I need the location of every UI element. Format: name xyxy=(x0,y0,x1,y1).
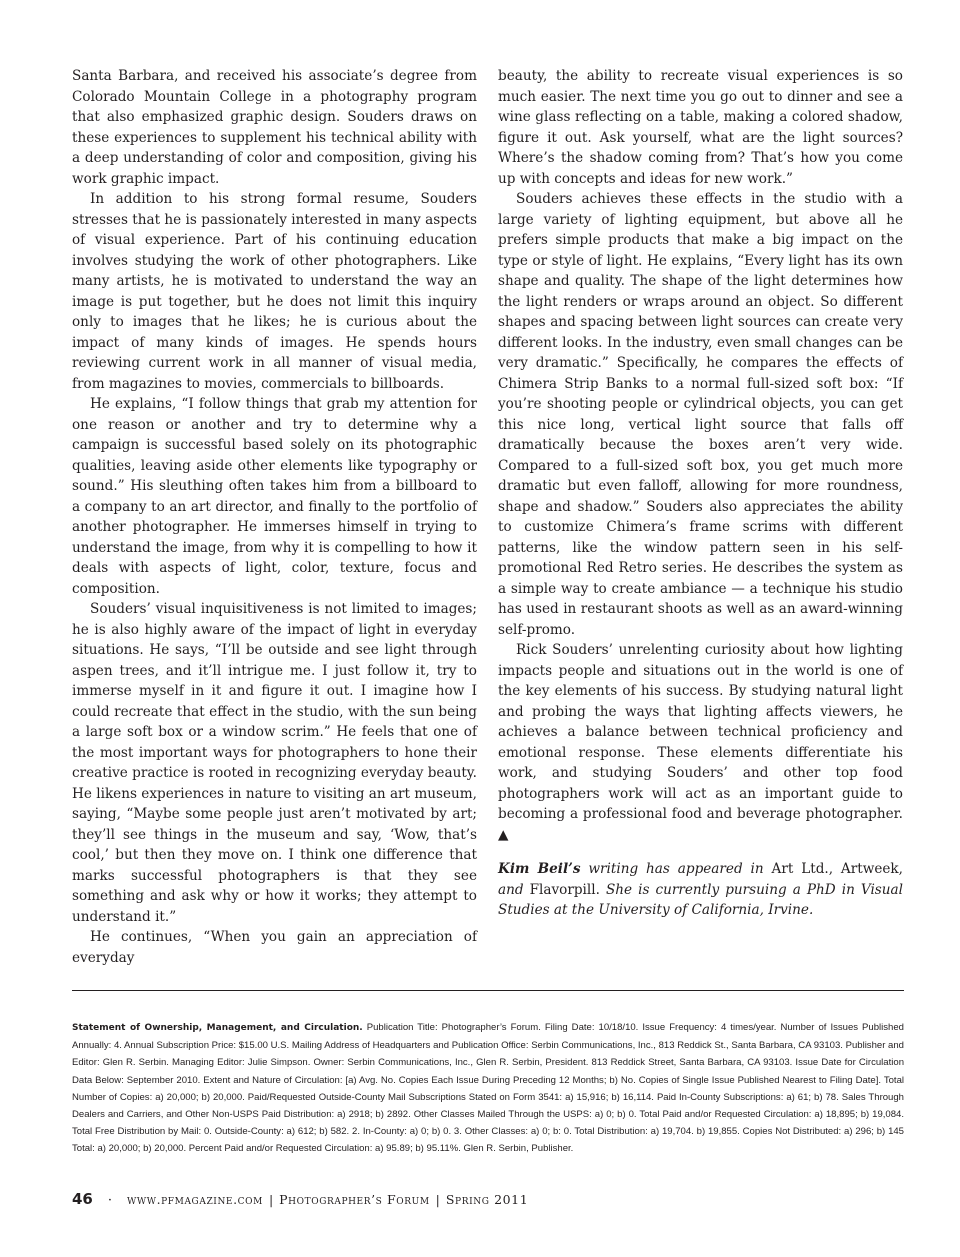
footer-website: www.pfmagazine.com xyxy=(127,1192,263,1207)
divider-rule xyxy=(72,990,904,991)
statement-heading: Statement of Ownership, Management, and Circulation. xyxy=(72,1023,363,1033)
article-left-column xyxy=(72,66,477,968)
paragraph: He continues, “When you gain an appreciation of everyday xyxy=(72,929,477,966)
footer-issue: Spring 2011 xyxy=(445,1192,529,1207)
article-right-column xyxy=(498,66,903,921)
ownership-statement xyxy=(72,1019,904,1158)
page-number: 46 xyxy=(72,1190,93,1208)
paragraph: He explains, “I follow things that grab my attention for one reason or another and try to determine why a campaign is successful based solely on its photographic qualities, leaving aside other elements like typography or sound.” His sleuthing often takes him from a billboard to a company to an art director, and finally to the portfolio of another photographer. He immerses himself in trying to understand the image, from why it is compelling to how it deals with aspects of light, color, texture, focus and composition. xyxy=(72,396,477,597)
paragraph: Santa Barbara, and received his associate’s degree from Colorado Mountain College in a photography program that also emphasized graphic design. Souders draws on these experiences to supplement his technical ability with a deep understanding of color and composition, giving his work graphic impact. xyxy=(72,68,477,187)
paragraph: beauty, the ability to recreate visual experiences is so much easier. The next time you go out to dinner and see a wine glass reflecting on a table, making a colored shadow, figure it out. Ask yourself, what are the light sources? Where’s the shadow coming from? That’s how you come up with concepts and ideas for new work.” xyxy=(498,68,903,187)
footer-separator: | xyxy=(435,1192,440,1207)
paragraph: Souders achieves these effects in the studio with a large variety of lighting equipment, but above all he prefers simple products that make a big impact on the type or style of light. He explains, “Every light has its own shape and quality. The shape of the light determines how the light renders or wraps around an object. So different shapes and spacing between light sources can create very different looks. In the industry, even small changes can be very dramatic.” Specifically, he compares the effects of Chimera Strip Banks to a normal full-sized soft box: “If you’re shooting people or cylindrical objects, you can get this nice long, vertical light source that falls off dramatically because the boxes aren’t very wide. Compared to a full-sized soft box, you get much more dramatic but even falloff, allowing for more roundness, shape and shadow.” Souders also appreciates the ability to customize Chimera’s frame scrims with different patterns, like the window pattern seen in his self-promotional Red Retro series. He describes the system as a simple way to create ambiance — a technique his studio has used in restaurant shoots as well as an award-winning self-promo. xyxy=(498,191,903,638)
footer-dot: · xyxy=(107,1193,113,1208)
author-byline: Kim Beil’s writing has appeared in Art Ltd., Artweek, and Flavorpill. She is currently pursuing a PhD in Visual Studies at the University of California, Irvine. xyxy=(498,861,903,918)
paragraph: Souders’ visual inquisitiveness is not limited to images; he is also highly aware of the impact of light in everyday situations. He says, “I’ll be outside and see light through aspen trees, and it’ll intrigue me. I just follow it, try to immerse myself in it and figure it out. I imagine how I could recreate that effect in the studio, with the sun being a large soft box or a window scrim.” He feels that one of the most important ways for photographers to hone their creative practice is rooted in recognizing everyday beauty. He likens experiences in nature to visiting an art museum, saying, “Maybe some people just aren’t motivated by art; they’ll see things in the museum and say, ‘Wow, that’s cool,’ but then they move on. I think one difference that marks successful photographers is that they see something and ask why or how it works; they attempt to understand it.” xyxy=(72,601,477,925)
publication-list: Art Ltd., Artweek, xyxy=(771,861,903,877)
paragraph: Rick Souders’ unrelenting curiosity about how lighting impacts people and situations out in the world is one of the key elements of his success. By studying natural light and probing the ways that lighting affects viewers, he achieves a balance between technical proficiency and emotional response. These elements differentiate his work, and studying Souders’ and other top food photographers work will act as an important guide to becoming a professional food and beverage photographer. ▲ xyxy=(498,642,903,843)
author-name: Kim Beil’s xyxy=(498,861,581,877)
paragraph: In addition to his strong formal resume, Souders stresses that he is passionately interested in many aspects of visual experience. Part of his continuing education involves studying the work of other photographers. Like many artists, he is motivated to understand the way an image is put together, but he does not limit this inquiry only to images that he likes; he is curious about the impact of many kinds of images. He spends hours reviewing current work in all manner of visual media, from magazines to movies, commercials to billboards. xyxy=(72,191,477,392)
footer-separator: | xyxy=(268,1192,274,1207)
statement-body: Publication Title: Photographer’s Forum. Filing Date: 10/18/10. Issue Frequency: 4 times/year. Number of Issues Published Annually: 4. Annual Subscription Price: $15.00 U.S. Mailing Address of Headquarters and Publication Office: Serbin Communications, Inc., 813 Reddick St., Santa Barbara, CA 93103. Publisher and Editor: Glen R. Serbin. Managing Editor: Julie Simpson. Owner: Serbin Communications, Inc., Glen R. Serbin, President. 813 Reddick Street, Santa Barbara, CA 93103. Issue Date for Circulation Data Below: September 2010. Extent and Nature of Circulation: [a) Avg. No. Copies Each Issue During Preceding 12 Months; b) No. Copies of Single Issue Published Nearest to Filing Date]. Total Number of Copies: a) 20,000; b) 20,000. Paid/Requested Outside-County Mail Subscriptions Stated on Form 3541: a) 15,916; b) 16,114. Paid In-County Subscriptions: a) 61; b) 78. Sales Through Dealers and Carriers, and Other Non-USPS Paid Distribution: a) 2918; b) 2892. Other Classes Mailed Through the USPS: a) 0; b) 0. Total Paid and/or Requested Circulation: a) 18,895; b) 19,084. Total Free Distribution by Mail: 0. Outside-County: a) 612; b) 582. 2. In-County: a) 0; b) 0. 3. Other Classes: a) 0; b: 0. Total Distribution: a) 19,704. b) 19,855. Copies Not Distributed: a) 296; b) 145 Total: a) 20,000; b) 20,000. Percent Paid and/or Requested Circulation: a) 95.89; b) 95.11%. Glen R. Serbin, Publisher. xyxy=(72,1022,904,1155)
footer-magazine: Photographer’s Forum xyxy=(279,1192,430,1207)
page-footer xyxy=(72,1190,904,1208)
